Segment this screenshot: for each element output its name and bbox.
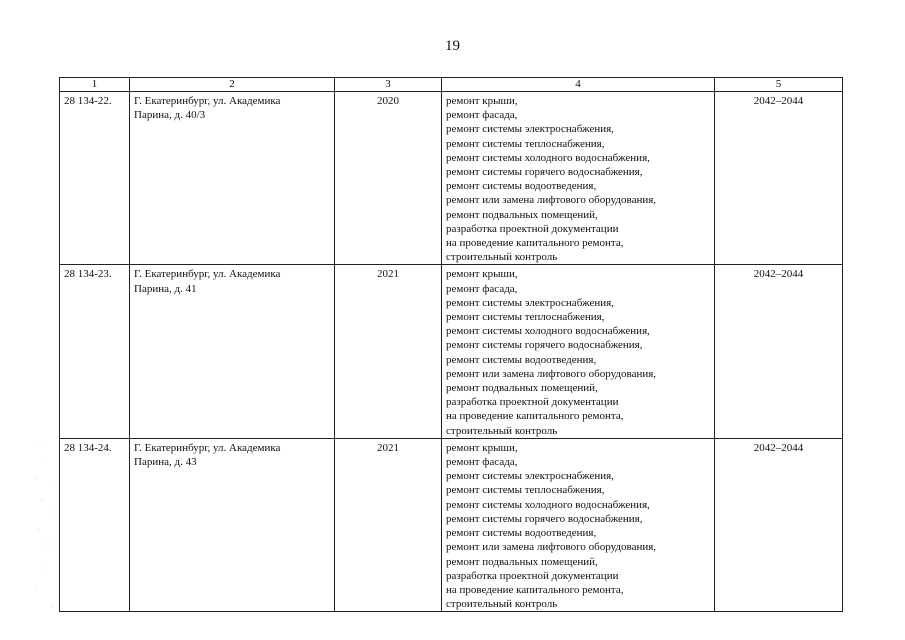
object-id-cell: 28 134-24. [60, 438, 130, 611]
work-item: на проведение капитального ремонта, [446, 583, 624, 596]
header-cell-5: 5 [715, 78, 843, 92]
work-item: ремонт системы горячего водоснабжения, [446, 166, 643, 179]
object-id-cell: 28 134-23. [60, 265, 130, 438]
work-item: ремонт или замена лифтового оборудования, [446, 541, 657, 554]
address-cell [130, 438, 335, 611]
work-item: разработка проектной документации [446, 569, 619, 582]
work-item: разработка проектной документации [446, 222, 619, 235]
table-row [60, 265, 843, 438]
header-cell-4: 4 [442, 78, 715, 92]
work-item: ремонт системы горячего водоснабжения, [446, 339, 643, 352]
work-item: ремонт системы холодного водоснабжения, [446, 325, 650, 338]
year-cell: 2021 [335, 438, 442, 611]
works-cell [442, 438, 715, 611]
address-line: Г. Екатеринбург, ул. Академика [134, 95, 281, 107]
work-item: ремонт подвальных помещений, [446, 208, 598, 221]
year-cell: 2020 [335, 92, 442, 265]
work-item: ремонт подвальных помещений, [446, 555, 598, 568]
work-item: ремонт системы холодного водоснабжения, [446, 151, 650, 164]
planned-period-cell: 2042–2044 [715, 265, 843, 438]
work-item: ремонт системы водоотведения, [446, 353, 597, 366]
address-line: Парина, д. 43 [134, 456, 197, 469]
address-line: Парина, д. 41 [134, 282, 197, 295]
work-item: ремонт крыши, [446, 441, 518, 454]
address-line: Г. Екатеринбург, ул. Академика [134, 268, 281, 281]
capital-repair-table [59, 77, 843, 612]
work-item: на проведение капитального ремонта, [446, 410, 624, 423]
table-row [60, 438, 843, 611]
work-item: ремонт системы теплоснабжения, [446, 137, 605, 150]
work-item: ремонт системы холодного водоснабжения, [446, 498, 650, 511]
address-line: Парина, д. 40/3 [134, 109, 206, 122]
table-body [60, 92, 843, 612]
work-item: ремонт системы водоотведения, [446, 527, 597, 540]
header-cell-2: 2 [130, 78, 335, 92]
table-row [60, 92, 843, 265]
work-item: ремонт системы теплоснабжения, [446, 484, 605, 497]
work-item: ремонт фасада, [446, 109, 518, 122]
work-item: строительный контроль [446, 251, 558, 264]
work-item: ремонт системы электроснабжения, [446, 296, 614, 309]
work-item: ремонт фасада, [446, 282, 518, 295]
work-item: ремонт системы горячего водоснабжения, [446, 512, 643, 525]
work-item: на проведение капитального ремонта, [446, 237, 624, 250]
work-item: ремонт фасада, [446, 456, 518, 469]
work-item: разработка проектной документации [446, 396, 619, 409]
planned-period-cell: 2042–2044 [715, 438, 843, 611]
work-item: ремонт системы теплоснабжения, [446, 311, 605, 324]
planned-period-cell: 2042–2044 [715, 92, 843, 265]
address-line: Г. Екатеринбург, ул. Академика [134, 441, 281, 454]
address-cell [130, 92, 335, 265]
works-cell [442, 265, 715, 438]
header-row [60, 78, 843, 92]
header-cell-1: 1 [60, 78, 130, 92]
work-item: ремонт или замена лифтового оборудования, [446, 367, 657, 380]
page-number: 19 [445, 38, 460, 54]
work-item: строительный контроль [446, 424, 558, 437]
work-item: ремонт крыши, [446, 95, 518, 107]
works-cell [442, 92, 715, 265]
object-id-cell: 28 134-22. [60, 92, 130, 265]
work-item: строительный контроль [446, 598, 558, 611]
header-cell-3: 3 [335, 78, 442, 92]
work-item: ремонт системы водоотведения, [446, 180, 597, 193]
work-item: ремонт системы электроснабжения, [446, 470, 614, 483]
address-cell [130, 265, 335, 438]
work-item: ремонт системы электроснабжения, [446, 123, 614, 136]
work-item: ремонт или замена лифтового оборудования, [446, 194, 657, 207]
year-cell: 2021 [335, 265, 442, 438]
work-item: ремонт подвальных помещений, [446, 382, 598, 395]
work-item: ремонт крыши, [446, 268, 518, 281]
